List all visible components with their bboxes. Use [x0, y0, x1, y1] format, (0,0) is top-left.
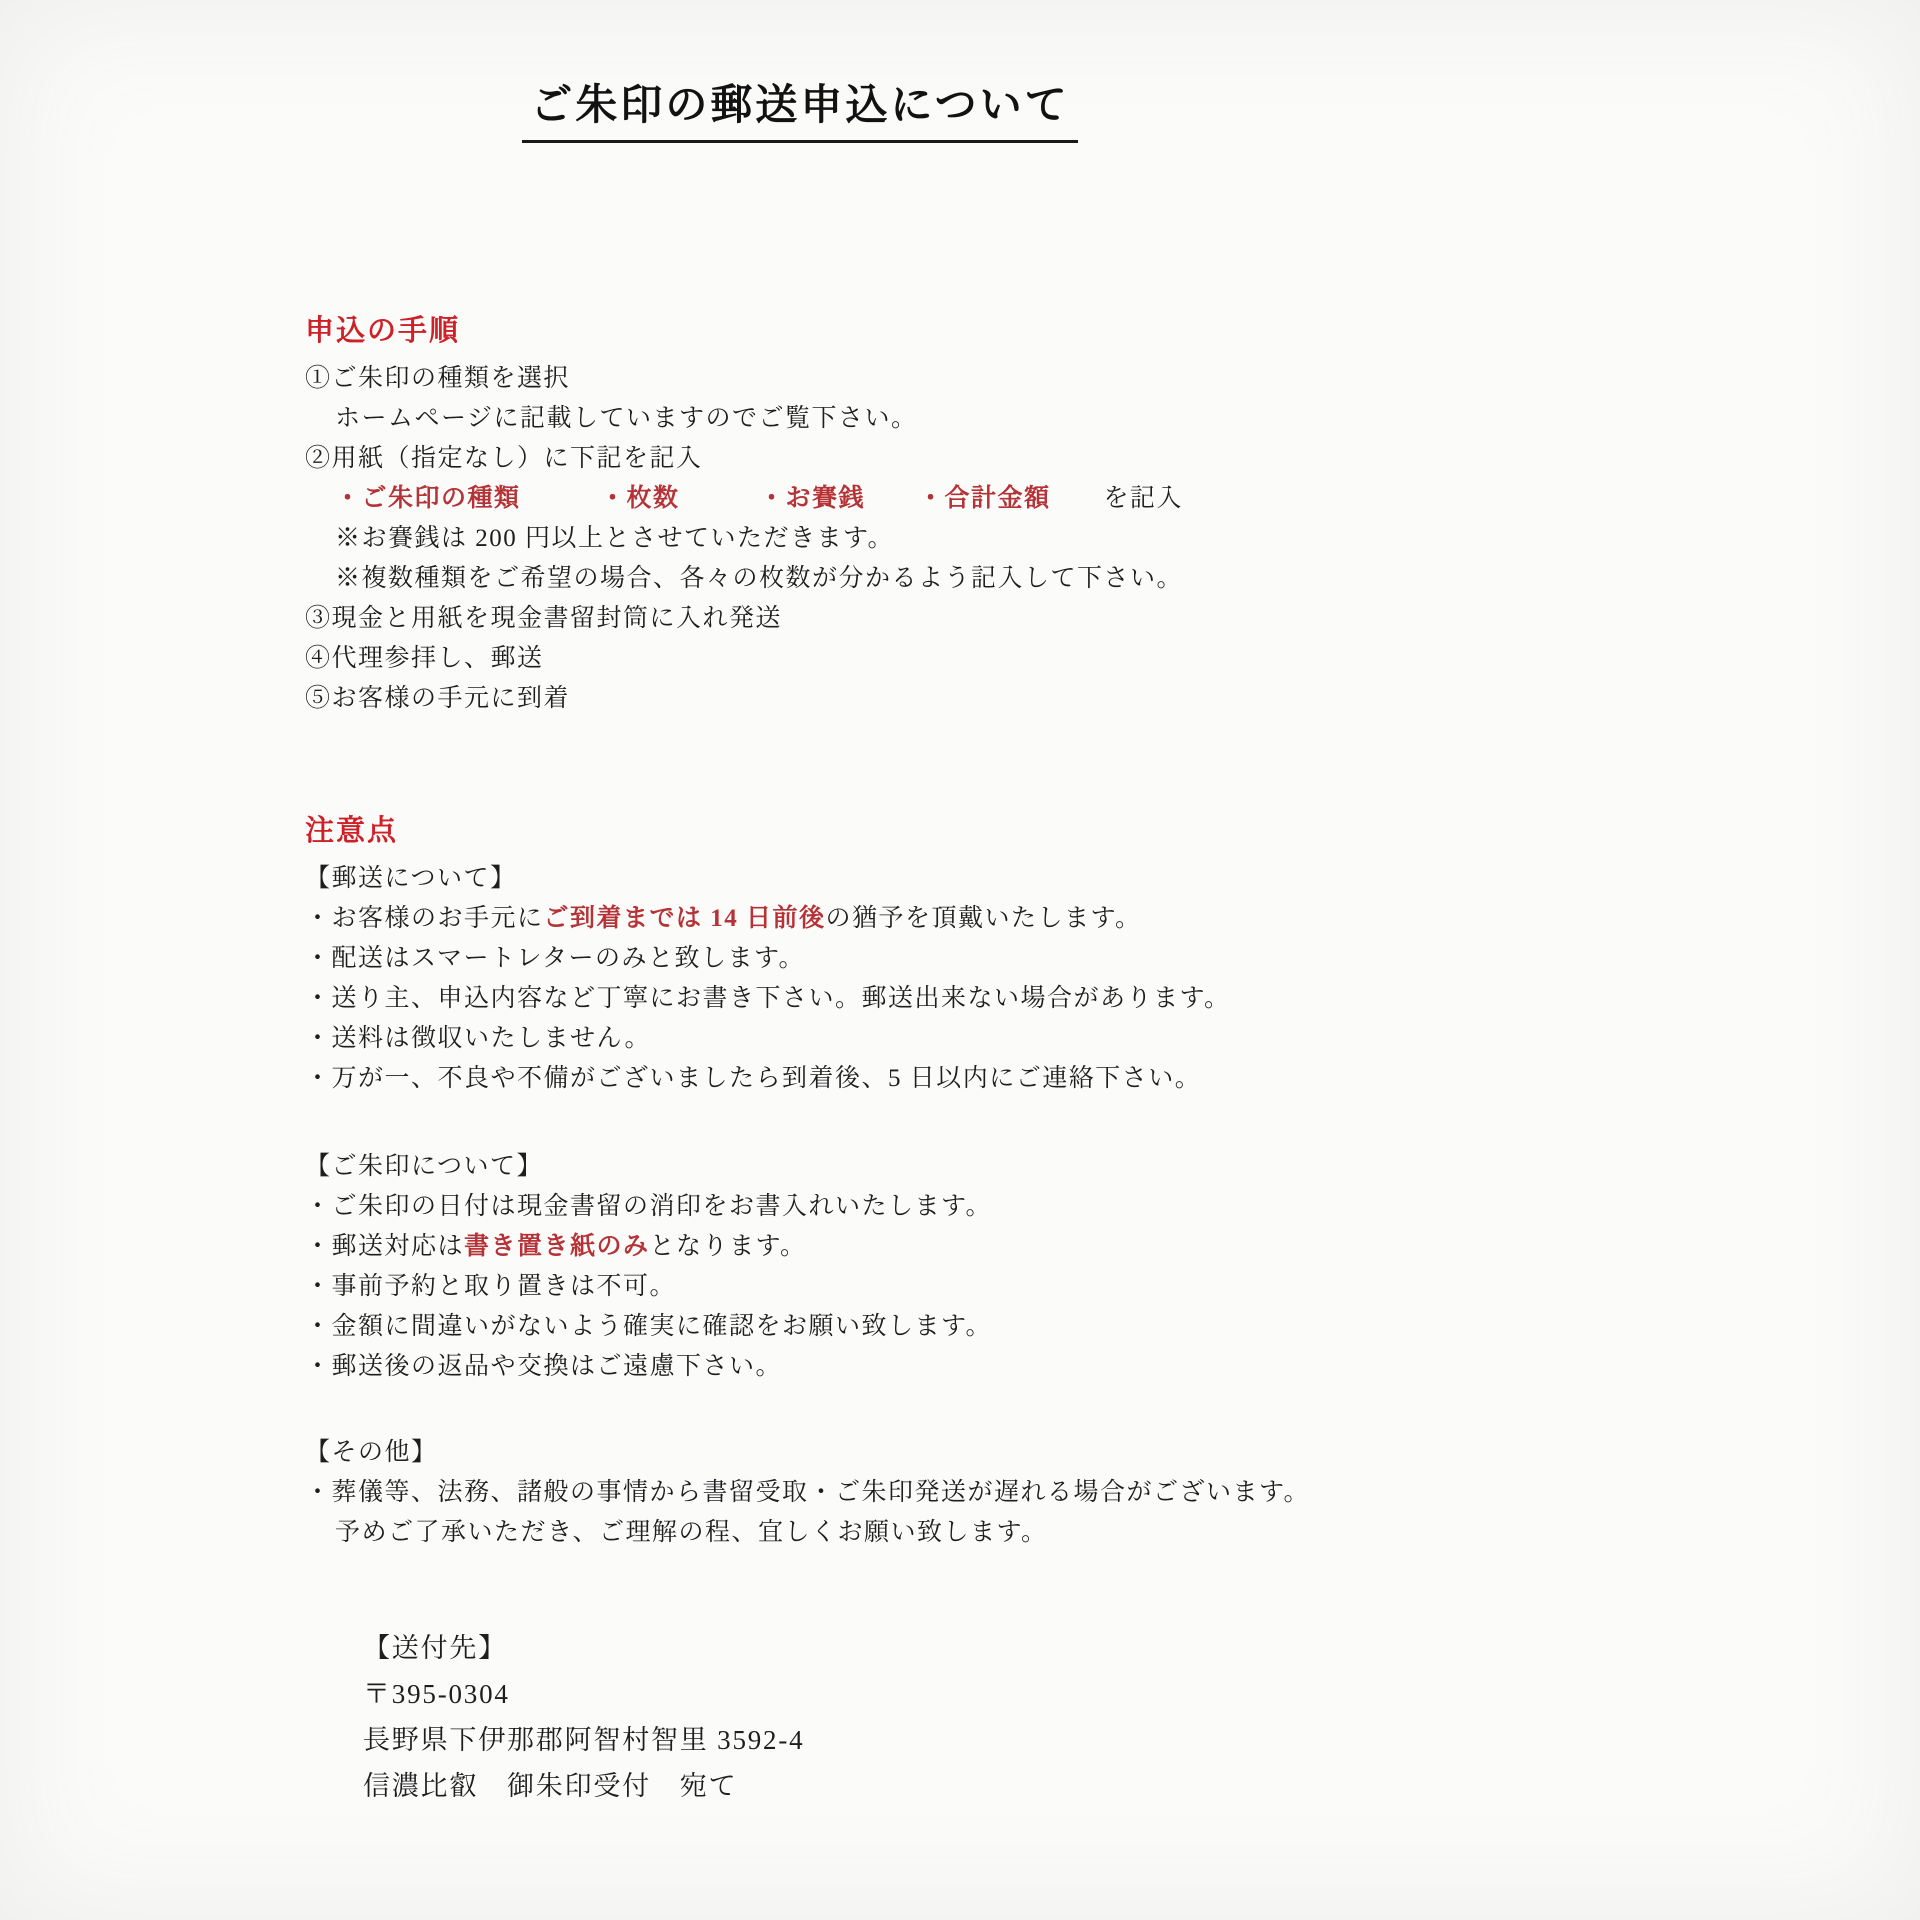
page-title: ご朱印の郵送申込について	[522, 72, 1077, 143]
text-segment: ③現金と用紙を現金書留封筒に入れ発送	[305, 605, 783, 632]
text-segment: ・配送はスマートレターのみと致します。	[305, 945, 806, 972]
section-notes_goshuin	[305, 1147, 1305, 1387]
text-line	[305, 1059, 1305, 1099]
text-segment: ※お賽銭は 200 円以上とさせていただきます。	[335, 525, 895, 552]
highlighted-text: 書き置き紙のみ	[464, 1233, 650, 1260]
text-segment: ・郵送対応は	[305, 1233, 465, 1260]
text-line	[305, 439, 1305, 479]
text-line	[363, 1763, 1305, 1809]
text-line	[363, 1625, 1305, 1671]
text-segment: ・送り主、申込内容など丁寧にお書き下さい。郵送出来ない場合があります。	[305, 985, 1231, 1012]
text-segment: ・ご朱印の日付は現金書留の消印をお書入れいたします。	[305, 1193, 993, 1220]
text-segment: 長野県下伊那郡阿智村智里 3592-4	[363, 1725, 805, 1755]
text-segment: ①ご朱印の種類を選択	[305, 365, 571, 392]
text-segment: 予めご了承いただき、ご理解の程、宜しくお願い致します。	[335, 1519, 1048, 1546]
text-segment: 〒395-0304	[363, 1679, 510, 1709]
text-segment: ・お客様のお手元に	[305, 905, 544, 932]
text-segment: 信濃比叡 御朱印受付 宛て	[363, 1771, 738, 1801]
text-line	[305, 1307, 1305, 1347]
text-line	[305, 519, 1305, 559]
text-line	[305, 639, 1305, 679]
text-line	[305, 899, 1305, 939]
text-segment: ④代理参拝し、郵送	[305, 645, 544, 672]
text-line	[305, 559, 1305, 599]
text-segment: の猶予を頂戴いたします。	[825, 905, 1142, 932]
section-notes_other	[305, 1433, 1311, 1553]
text-segment: ⑤お客様の手元に到着	[305, 685, 571, 712]
text-segment: ②用紙（指定なし）に下記を記入	[305, 445, 703, 472]
text-line	[305, 1227, 1305, 1267]
text-segment: ・事前予約と取り置きは不可。	[305, 1273, 677, 1300]
section-heading-procedure: 申込の手順	[305, 315, 461, 347]
text-line	[305, 1473, 1311, 1513]
text-line	[305, 679, 1305, 719]
text-line	[363, 1671, 1305, 1717]
text-line	[363, 1717, 1305, 1763]
text-line	[305, 859, 1305, 899]
text-line	[305, 359, 1305, 399]
text-line	[305, 1019, 1305, 1059]
text-line	[305, 1513, 1305, 1553]
text-segment: ※複数種類をご希望の場合、各々の枚数が分かるよう記入して下さい。	[335, 565, 1184, 592]
text-line	[305, 939, 1305, 979]
text-segment: 【その他】	[305, 1439, 438, 1466]
text-line	[305, 1147, 1305, 1187]
text-segment: 【ご朱印について】	[305, 1153, 544, 1180]
text-segment: 【送付先】	[363, 1633, 507, 1663]
section-address	[363, 1625, 1305, 1809]
text-segment: ・葬儀等、法務、諸般の事情から書留受取・ご朱印発送が遅れる場合がございます。	[305, 1479, 1311, 1506]
text-line	[305, 599, 1305, 639]
highlighted-text: ご到着までは 14 日前後	[543, 905, 826, 932]
section-heading-notes: 注意点	[305, 815, 399, 847]
text-segment: となります。	[649, 1233, 807, 1260]
text-line	[305, 1433, 1305, 1473]
section-procedure	[305, 311, 1305, 719]
text-segment: ・金額に間違いがないよう確実に確認をお願い致します。	[305, 1313, 993, 1340]
text-segment: ・郵送後の返品や交換はご遠慮下さい。	[305, 1353, 783, 1380]
section-notes	[305, 811, 1305, 1099]
text-line	[305, 479, 1305, 519]
text-line	[305, 1347, 1305, 1387]
text-line	[305, 1267, 1305, 1307]
text-segment: ・万が一、不良や不備がございましたら到着後、5 日以内にご連絡下さい。	[305, 1065, 1202, 1092]
text-segment: ホームページに記載していますのでご覧下さい。	[335, 405, 918, 432]
text-line	[305, 399, 1305, 439]
document-body	[305, 311, 1311, 1809]
text-segment: ・送料は徴収いたしません。	[305, 1025, 652, 1052]
text-segment: 【郵送について】	[305, 865, 517, 892]
text-segment: を記入	[1050, 485, 1184, 512]
text-line	[305, 1187, 1305, 1227]
title-area	[300, 0, 1300, 143]
highlighted-text: ・ご朱印の種類 ・枚数 ・お賽銭 ・合計金額	[335, 485, 1051, 512]
text-line	[305, 979, 1305, 1019]
